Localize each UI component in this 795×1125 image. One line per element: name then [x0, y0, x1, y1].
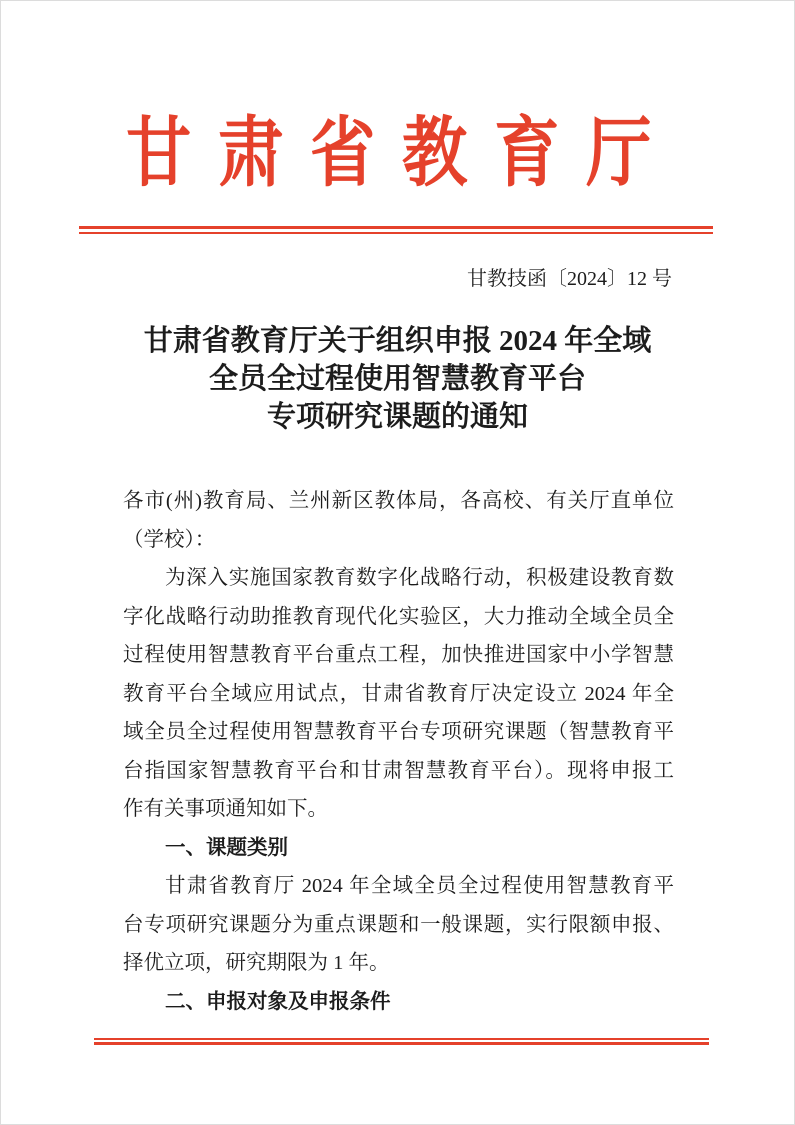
intro-paragraph-line: 为深入实施国家教育数字化战略行动，积极建设教育数 [165, 567, 674, 589]
intro-paragraph-line: 台指国家智慧教育平台和甘肃智慧教育平台）。现将申报工 [123, 759, 674, 782]
footer-rule-thin [94, 1038, 709, 1040]
document-title [1, 322, 794, 436]
document-number: 甘教技函〔2024〕12 号 [467, 268, 672, 290]
section1-paragraph-line: 择优立项，研究期限为 1 年。 [123, 952, 390, 974]
letterhead-rule-thin [79, 232, 713, 234]
intro-paragraph-line: 字化战略行动助推教育现代化实验区，大力推动全域全员全 [123, 605, 674, 628]
salutation-line: 各市(州)教育局、兰州新区教体局，各高校、有关厅直单位 [123, 490, 674, 512]
title-line: 专项研究课题的通知 [266, 401, 528, 433]
intro-paragraph-line: 教育平台全域应用试点，甘肃省教育厅决定设立 2024 年全 [123, 682, 674, 705]
footer-rule-thick [94, 1042, 709, 1045]
section-heading-applicants-conditions: 二、申报对象及申报条件 [165, 989, 391, 1013]
section1-paragraph-line: 甘肃省教育厅 2024 年全域全员全过程使用智慧教育平 [165, 875, 674, 897]
title-line: 全员全过程使用智慧教育平台 [208, 363, 586, 395]
section1-paragraph-line: 台专项研究课题分为重点课题和一般课题，实行限额申报、 [123, 913, 674, 936]
intro-paragraph-line: 作有关事项通知如下。 [123, 798, 328, 820]
salutation-line: （学校）： [123, 528, 216, 551]
letterhead-rule-thick [79, 226, 713, 229]
document-body [123, 482, 674, 1021]
letterhead-org-name: 甘肃省教育厅 [126, 108, 679, 197]
intro-paragraph-line: 过程使用智慧教育平台重点工程，加快推进国家中小学智慧 [123, 644, 674, 666]
title-line: 甘肃省教育厅关于组织申报 2024 年全域 [143, 325, 652, 357]
section-heading-topic-category: 一、课题类别 [165, 835, 288, 859]
intro-paragraph-line: 域全员全过程使用智慧教育平台专项研究课题（智慧教育平 [123, 721, 674, 743]
